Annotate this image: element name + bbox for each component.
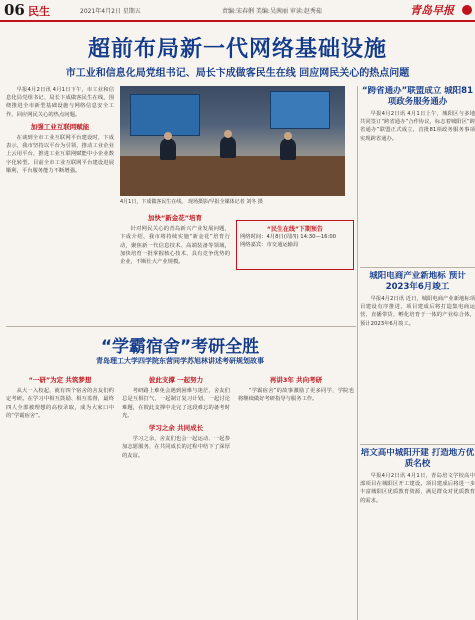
photo-person-head bbox=[224, 130, 232, 138]
section-heading: 加快“新金花”培育 bbox=[147, 214, 203, 222]
section-divider bbox=[6, 326, 356, 327]
section-heading: 彼此支撑 一起努力 bbox=[148, 376, 204, 384]
dateline: 2021年4月2日 星期五 bbox=[80, 8, 141, 15]
sidebar-story bbox=[360, 448, 475, 618]
photo-person-head bbox=[164, 132, 172, 140]
photo-person-head bbox=[284, 132, 292, 140]
section-body: 针对网民关心的青岛新兴产业发展问题，卞成介绍，我市将持续实施“新金花”培育行动，聚焦新一代信息技术、高端装备等领域，加快培育一批掌握核心技术、具有竞争优势的企业，不断壮大产业规模。 bbox=[120, 226, 230, 266]
feature-column-3 bbox=[238, 372, 354, 617]
section-heading: “一研”为定 共筑梦想 bbox=[28, 376, 92, 384]
photo-person bbox=[220, 136, 236, 158]
section-body: 在谈到全市工业互联网平台建设时，卞成表示，我市坚持以平台为引领，推动工业企业上云用平台，推进工业互联网赋能中小企业数字化转型。目前全市工业互联网平台建设进展顺利，平台服务能力不断增强。 bbox=[6, 135, 114, 174]
photo-person bbox=[280, 138, 296, 160]
section-heading: 再讲3年 共向考研 bbox=[269, 376, 323, 384]
photo-screen-right bbox=[270, 91, 330, 129]
preview-time: 网络时间：4月8日(周四) 14:30—16:00 bbox=[240, 234, 337, 240]
sidebar-story-body: 早报4月2日讯 4月1日上午，城阳区与多地共同签订“跨省通办”合作协议，标志着城阳区“跨省通办”联盟正式成立，首批81项政务服务事项实现跨省通办。 bbox=[360, 111, 475, 142]
section-body: “学霸宿舍”的故事激励了更多同学，学院也将继续做好考研指导与服务工作。 bbox=[238, 388, 354, 403]
page-headline: 超前布局新一代网络基础设施 bbox=[87, 37, 387, 62]
feature-subheadline: 青岛理工大学四学院东营同学苏旭林讲述考研规划故事 bbox=[96, 357, 264, 365]
sidebar-story bbox=[360, 86, 475, 264]
section-body: 考研路上难免会遇到困难与迷茫，舍友们总是互相打气，一起制订复习计划，一起讨论难题，在彼此支撑中走完了这段难忘的备考时光。 bbox=[122, 388, 230, 419]
preview-title: “民生在线”下期预告 bbox=[267, 226, 323, 233]
feature-headline: “学霸宿舍”考研全胜 bbox=[100, 337, 260, 357]
section-body: 学习之余，舍友们也会一起运动、一起参加志愿服务，在共同成长的过程中结下了深厚的友谊。 bbox=[122, 436, 230, 459]
sidebar-story-title: 培文高中城阳开建 打造地方优质名校 bbox=[360, 448, 475, 469]
masthead bbox=[0, 0, 475, 22]
photo-table bbox=[120, 156, 345, 196]
editors-line: 责编:宋春俐 美编:吴茜丽 审读:赵秀茹 bbox=[222, 8, 322, 15]
preview-box bbox=[236, 220, 354, 270]
sidebar-story-title: “跨省通办”联盟成立 城阳81项政务服务通办 bbox=[362, 86, 473, 107]
feature-column-2 bbox=[122, 372, 230, 617]
page-number: 06 bbox=[4, 1, 25, 19]
sidebar-divider bbox=[360, 444, 475, 445]
sidebar-story-title: 城阳电商产业新地标 预计2023年6月竣工 bbox=[369, 271, 466, 292]
column-divider bbox=[357, 86, 358, 620]
logo-mark-icon bbox=[462, 5, 472, 15]
sidebar-story-body: 早报4月2日讯 近日，城阳电商产业新地标项目建设有序推进，项目建成后将打造集电商运营、直播带货、孵化培育于一体的产业综合体，预计2023年6月竣工。 bbox=[360, 296, 475, 327]
middle-article bbox=[120, 210, 230, 325]
sidebar-divider bbox=[360, 267, 475, 268]
photo-person bbox=[160, 138, 176, 160]
sidebar-story-body: 早报4月2日讯 4月1日，青岛培文学校高中部项目在城阳区开工建设。项目建成后将进一步丰富城阳区优质教育资源，满足群众对优质教育的需求。 bbox=[360, 473, 475, 504]
meeting-photo bbox=[120, 86, 345, 196]
photo-screen-left bbox=[130, 94, 200, 136]
section-heading: 加强工业互联网赋能 bbox=[30, 122, 90, 131]
left-article bbox=[6, 86, 114, 326]
right-sidebar bbox=[360, 86, 475, 620]
photo-caption: 4月1日，卞成做客民生在线。 现场摄影/早报全媒体记者 刘冬 摄 bbox=[120, 199, 263, 205]
sidebar-story bbox=[360, 271, 475, 441]
feature-column-1 bbox=[6, 372, 114, 617]
page-subheadline: 市工业和信息化局党组书记、局长卞成做客民生在线 回应网民关心的热点问题 bbox=[65, 68, 410, 79]
article-lead: 早报4月2日讯 4月1日下午，市工业和信息化局党组书记、局长卞成做客民生在线，围绕推进全市新型基础设施与网络信息安全工作，回应网民关心的热点问题。 bbox=[6, 87, 114, 118]
section-heading: 学习之余 共同成长 bbox=[148, 424, 204, 433]
section-label: 民生 bbox=[28, 5, 50, 18]
newspaper-logo: 青岛早报 bbox=[410, 4, 454, 17]
preview-guest: 网络嘉宾：市交通运输局 bbox=[240, 242, 299, 248]
section-body: 从大一入校起，就有四个宿舍的舍友们约定考研。在学习中相互鼓励、相互监督，最终四人全部被理想的高校录取，成为大家口中的“学霸宿舍”。 bbox=[6, 388, 114, 419]
